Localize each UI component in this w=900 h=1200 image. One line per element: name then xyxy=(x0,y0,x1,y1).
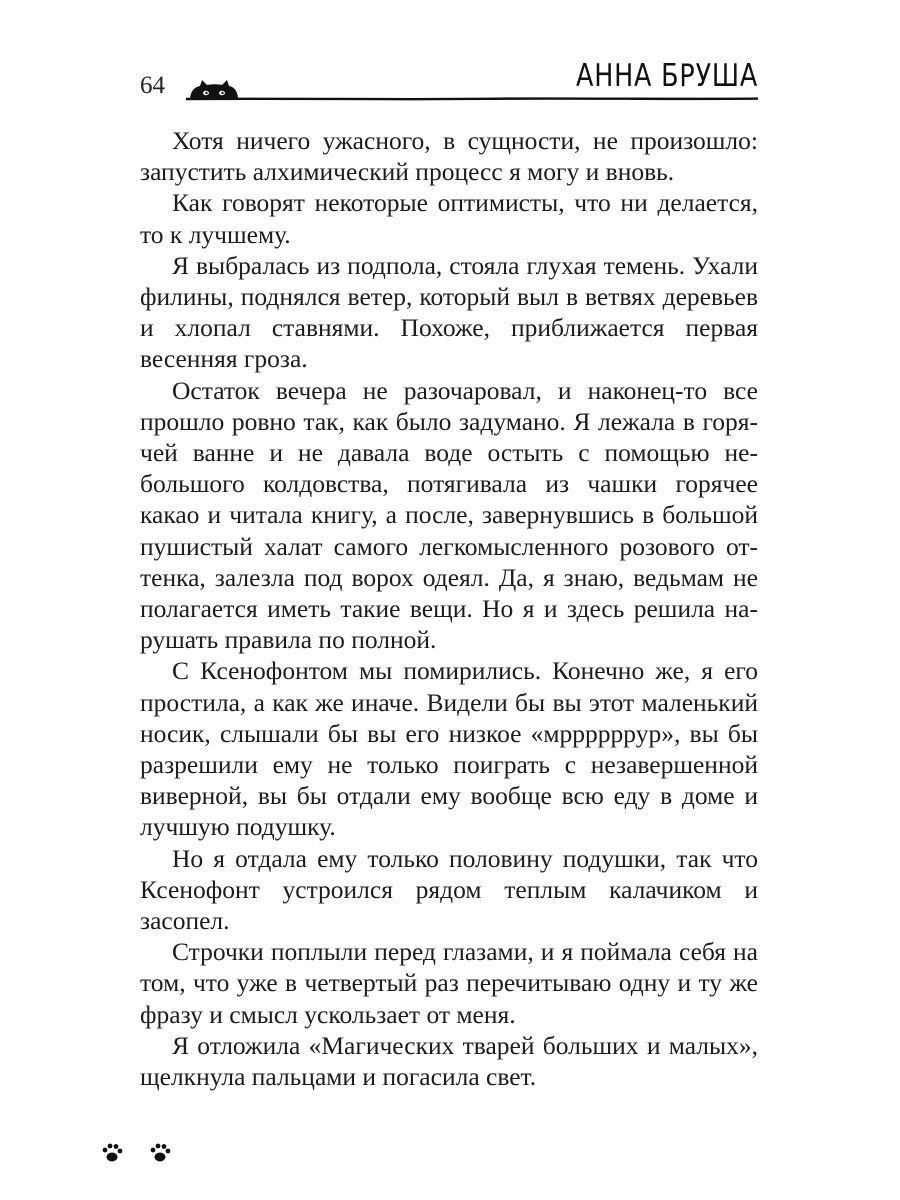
running-header xyxy=(0,0,900,120)
paragraph: С Ксенофонтом мы помирились. Конечно же, я его простила, а как же иначе. Видели бы вы этот маленький носик, слышали бы вы его низкое «мррррррур», вы бы разрешили ему не только поиграть с незавершенной виверной, вы бы отдали ему вообще всю еду в доме и лучшую подушку. xyxy=(140,656,758,842)
paw-prints-icon xyxy=(100,1138,180,1168)
paw-print-left xyxy=(103,1144,123,1162)
paw-print-right xyxy=(151,1144,171,1162)
paragraph: Остаток вечера не разочаровал, и наконец-то все прошло ровно так, как было задумано. Я лежала в горячей ванне и не давала воде остыть с помощью небольшого колдовства, потягивала из чашки горячее какао и читала книгу, а после, завернувшись в большой пушистый халат самого легкомысленного розового оттенка, залезла под ворох одеял. Да, я знаю, ведьмам не полагается иметь такие вещи. Но я и здесь решила нарушать правила по полной. xyxy=(140,375,758,655)
paragraph: Строчки поплыли перед глазами, и я поймала себя на том, что уже в четвертый раз перечитываю одну и ту же фразу и смысл ускользает от меня. xyxy=(140,937,758,1029)
page-number: 64 xyxy=(140,72,165,99)
author-name: АННА БРУША xyxy=(575,58,758,94)
paragraph: Но я отдала ему только половину подушки, так что Ксенофонт устроился рядом теплым калачиком и засопел. xyxy=(140,843,758,936)
body-text xyxy=(140,125,758,1092)
paragraph: Хотя ничего ужасного, в сущности, не произошло: запустить алхимический процесс я могу и вновь. xyxy=(140,126,758,187)
paragraph: Я выбралась из подпола, стояла глухая темень. Ухали филины, поднялся ветер, который выл в ветвях деревьев и хлопал ставнями. Похоже, приближается первая весенняя гроза. xyxy=(140,250,758,374)
paragraph: Как говорят некоторые оптимисты, что ни делается, то к лучшему. xyxy=(140,188,758,249)
paragraph: Я отложила «Магических тварей больших и малых», щелкнула пальцами и погасила свет. xyxy=(140,1030,758,1092)
header-rule xyxy=(186,96,758,102)
